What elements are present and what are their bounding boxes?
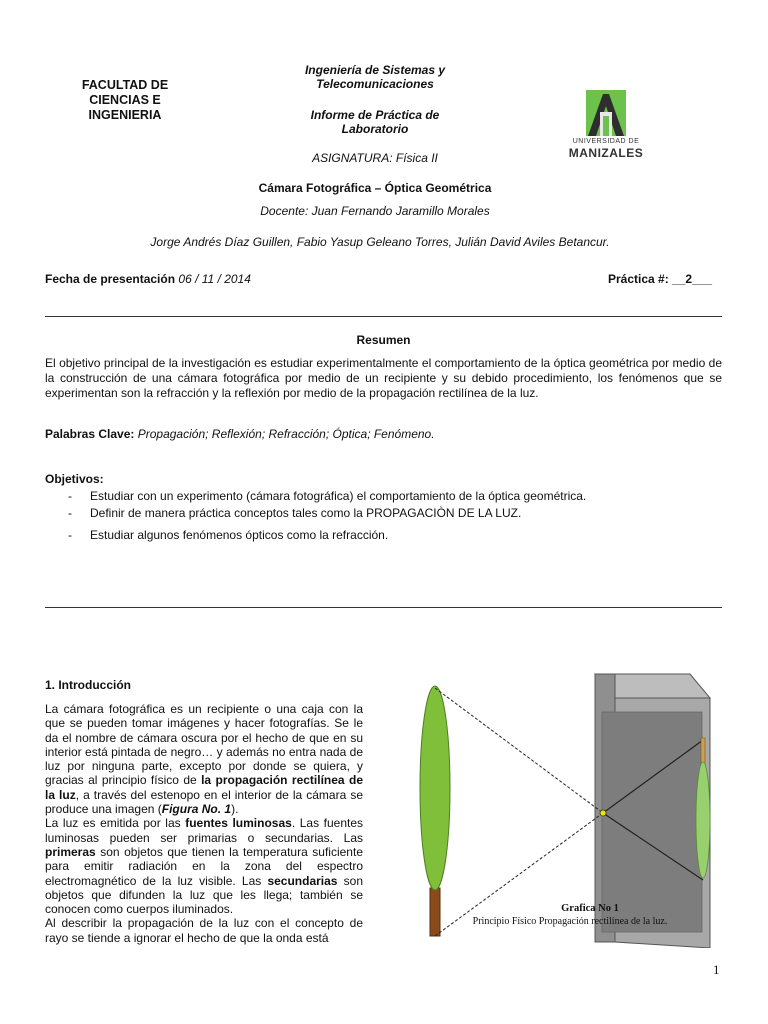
objective-item: - Estudiar con un experimento (cámara fotográfica) el comportamiento de la óptica geométrica.	[68, 489, 587, 503]
objective-item: - Definir de manera práctica conceptos tales como la PROPAGACIÒN DE LA LUZ.	[68, 506, 522, 520]
objectives-heading: Objetivos:	[45, 472, 104, 486]
pinhole-camera-figure	[410, 668, 730, 948]
intro-paragraph-2: La luz es emitida por las fuentes luminosas. Las fuentes luminosas pueden ser primarias o secundarias. Las primeras son objetos que tienen la temperatura suficiente para emitir radiación en la zona del espectro electromagnético de la luz visible. Las secundarias son objetos que difunden la luz que les llega; también se conocen como cuerpos iluminados.	[45, 816, 364, 917]
report-line-2: Laboratorio	[341, 122, 409, 136]
practice-label: Práctica #:	[608, 272, 669, 286]
tree-crown	[420, 686, 450, 890]
divider-top	[45, 316, 722, 317]
document-title: Cámara Fotográfica – Óptica Geométrica	[258, 181, 492, 195]
teacher: Docente: Juan Fernando Jaramillo Morales	[260, 204, 490, 218]
intro-paragraph-1: La cámara fotográfica es un recipiente o una caja con la que se pueden tomar imágenes y hacer fotografías. Se le da el nombre de cámara oscura por el hecho de que en su interior está pintada de negro… y además no entra nada de luz por ninguna parte, excepto por donde se quiera, y gracias al principio físico de la propagación rectilínea de la luz, a través del estenopo en el interior de la cámara se produce una imagen (Figura No. 1).	[45, 702, 363, 817]
ray-top-incoming	[435, 688, 603, 813]
logo-text-top: UNIVERSIDAD DE	[572, 138, 640, 145]
program-name	[265, 63, 485, 91]
keywords-label: Palabras Clave:	[45, 427, 135, 441]
keywords	[45, 427, 435, 441]
intro-paragraph-3: Al describir la propagación de la luz con el concepto de rayo se tiende a ignorar el hecho de que la onda está	[45, 916, 363, 945]
practice-number	[608, 272, 712, 286]
practice-value: __2___	[672, 272, 713, 286]
figure-caption-text: Principio Físico Propagación rectilínea de la luz.	[472, 916, 668, 927]
divider-bottom	[45, 607, 722, 608]
abstract-heading: Resumen	[356, 333, 411, 347]
report-line-1: Informe de Práctica de	[310, 108, 440, 122]
program-line-1: Ingeniería de Sistemas y	[304, 63, 446, 77]
page-number: 1	[713, 962, 720, 977]
report-type	[265, 108, 485, 136]
pinhole	[600, 810, 606, 816]
objective-text: Definir de manera práctica conceptos tales como la PROPAGACIÒN DE LA LUZ.	[90, 506, 522, 520]
abstract-text: El objetivo principal de la investigación es estudiar experimentalmente el comportamiento de la óptica geométrica por medio de la construcción de una cámara fotográfica por medio de un recipiente y su debido procedimiento, los fenómenos que se experimentan son la refracción y la reflexión por medio de la propagación rectilínea de la luz.	[45, 356, 722, 400]
date-value: 06 / 11 / 2014	[178, 272, 251, 286]
university-logo	[556, 90, 656, 162]
logo-text-bottom: MANIZALES	[568, 146, 644, 160]
objective-text: Estudiar algunos fenómenos ópticos como la refracción.	[90, 528, 389, 542]
figure-caption-title: Grafica No 1	[561, 903, 619, 914]
faculty-name: FACULTAD DE CIENCIAS E INGENIERIA	[81, 78, 169, 122]
image-trunk	[701, 738, 705, 764]
objective-item: - Estudiar algunos fenómenos ópticos como la refracción.	[68, 528, 389, 542]
authors: Jorge Andrés Díaz Guillen, Fabio Yasup Geleano Torres, Julián David Aviles Betancur.	[150, 235, 610, 249]
introduction-heading: 1. Introducción	[45, 678, 132, 692]
presentation-date	[45, 272, 251, 286]
image-crown	[696, 762, 710, 878]
tree-trunk	[430, 888, 440, 936]
subject: ASIGNATURA: Física II	[312, 151, 438, 165]
program-line-2: Telecomunicaciones	[316, 77, 434, 91]
introduction-text	[45, 702, 363, 945]
objective-text: Estudiar con un experimento (cámara fotográfica) el comportamiento de la óptica geométrica.	[90, 489, 587, 503]
keywords-text: Propagación; Reflexión; Refracción; Óptica; Fenómeno.	[137, 427, 435, 441]
date-label: Fecha de presentación	[45, 272, 176, 286]
